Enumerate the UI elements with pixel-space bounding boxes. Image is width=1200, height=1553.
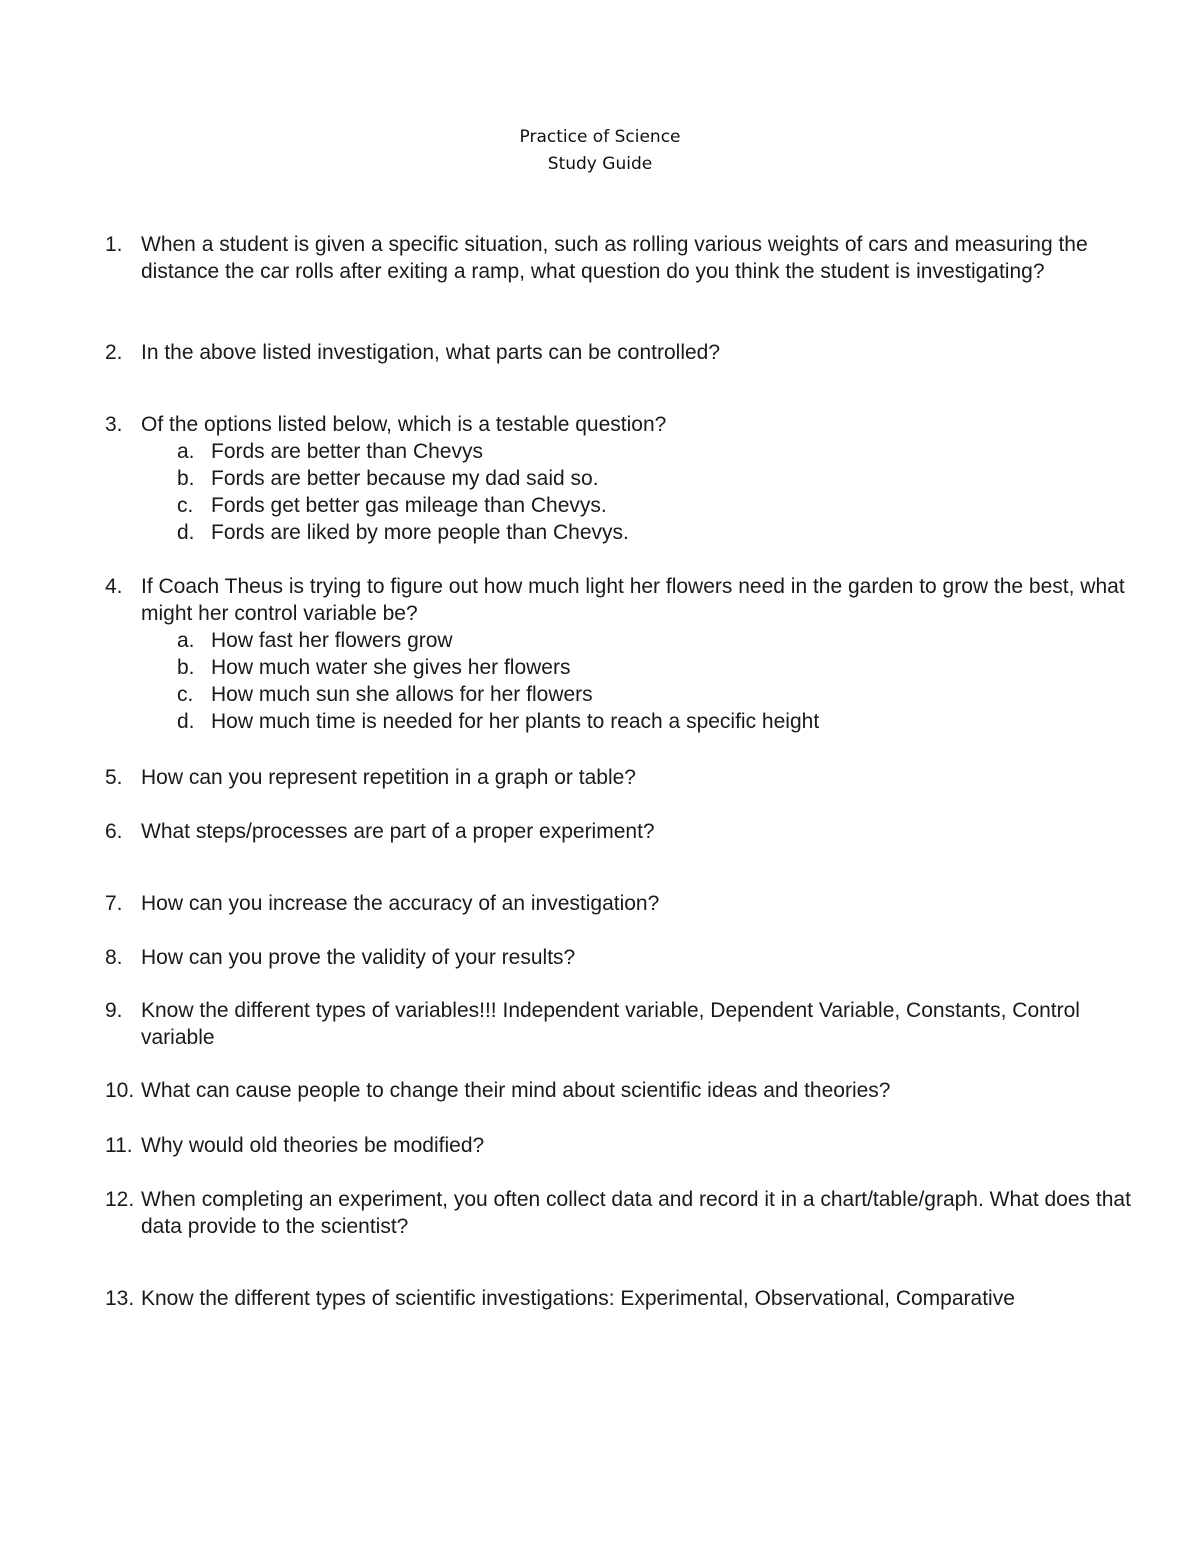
question-number: 9. <box>105 999 123 1022</box>
option-text: Fords are liked by more people than Chevys. <box>211 521 629 544</box>
question-text: How can you represent repetition in a graph or table? <box>141 766 636 789</box>
answer-option <box>141 654 1135 681</box>
question-3 <box>105 411 1135 546</box>
question-1 <box>105 231 1135 285</box>
option-text: How much water she gives her flowers <box>211 656 571 679</box>
question-number: 8. <box>105 946 123 969</box>
answer-option <box>141 492 1135 519</box>
question-text: What steps/processes are part of a proper experiment? <box>141 820 655 843</box>
option-text: Fords get better gas mileage than Chevys. <box>211 494 607 517</box>
question-13 <box>105 1285 1135 1312</box>
option-text: How much sun she allows for her flowers <box>211 683 593 706</box>
answer-options <box>141 627 1135 735</box>
question-text: What can cause people to change their mind about scientific ideas and theories? <box>141 1079 891 1102</box>
question-8 <box>105 944 1135 971</box>
question-4 <box>105 573 1135 735</box>
question-2 <box>105 339 1135 366</box>
question-7 <box>105 890 1135 917</box>
option-letter: d. <box>177 521 195 544</box>
question-number: 10. <box>105 1079 135 1102</box>
option-letter: b. <box>177 467 195 490</box>
question-number: 2. <box>105 341 123 364</box>
question-number: 3. <box>105 413 123 436</box>
question-10 <box>105 1077 1135 1104</box>
answer-option <box>141 438 1135 465</box>
question-9 <box>105 997 1135 1051</box>
question-number: 12. <box>105 1188 135 1211</box>
question-text: In the above listed investigation, what parts can be controlled? <box>141 341 721 364</box>
question-6 <box>105 818 1135 845</box>
option-letter: c. <box>177 494 194 517</box>
question-12 <box>105 1186 1135 1240</box>
answer-option <box>141 708 1135 735</box>
question-text: Why would old theories be modified? <box>141 1134 485 1157</box>
answer-option <box>141 681 1135 708</box>
document-title: Practice of Science <box>519 127 681 147</box>
question-number: 7. <box>105 892 123 915</box>
question-11 <box>105 1132 1135 1159</box>
option-text: How much time is needed for her plants to reach a specific height <box>211 710 820 733</box>
question-text: Know the different types of scientific investigations: Experimental, Observational, Comparative <box>141 1287 1015 1310</box>
question-number: 4. <box>105 575 123 598</box>
question-text: When a student is given a specific situation, such as rolling various weights of cars and measuring the distance the car rolls after exiting a ramp, what question do you think the student is investigating? <box>141 233 1088 283</box>
question-text: If Coach Theus is trying to figure out how much light her flowers need in the garden to grow the best, what might her control variable be? <box>141 575 1125 625</box>
document-subtitle: Study Guide <box>547 154 653 174</box>
question-number: 1. <box>105 233 123 256</box>
question-number: 11. <box>105 1134 133 1157</box>
question-number: 5. <box>105 766 123 789</box>
question-5 <box>105 764 1135 791</box>
option-text: Fords are better than Chevys <box>211 440 483 463</box>
question-text: Know the different types of variables!!! Independent variable, Dependent Variable, Constants, Control variable <box>141 999 1080 1049</box>
question-text: How can you increase the accuracy of an investigation? <box>141 892 660 915</box>
option-letter: d. <box>177 710 195 733</box>
answer-options <box>141 438 1135 546</box>
question-number: 13. <box>105 1287 135 1310</box>
answer-option <box>141 519 1135 546</box>
question-text: Of the options listed below, which is a testable question? <box>141 413 667 436</box>
option-letter: a. <box>177 440 195 463</box>
question-text: When completing an experiment, you often collect data and record it in a chart/table/graph. What does that data provide to the scientist? <box>141 1188 1131 1238</box>
option-letter: c. <box>177 683 194 706</box>
option-text: Fords are better because my dad said so. <box>211 467 599 490</box>
question-number: 6. <box>105 820 123 843</box>
option-letter: b. <box>177 656 195 679</box>
option-text: How fast her flowers grow <box>211 629 453 652</box>
option-letter: a. <box>177 629 195 652</box>
answer-option <box>141 465 1135 492</box>
answer-option <box>141 627 1135 654</box>
question-text: How can you prove the validity of your results? <box>141 946 576 969</box>
